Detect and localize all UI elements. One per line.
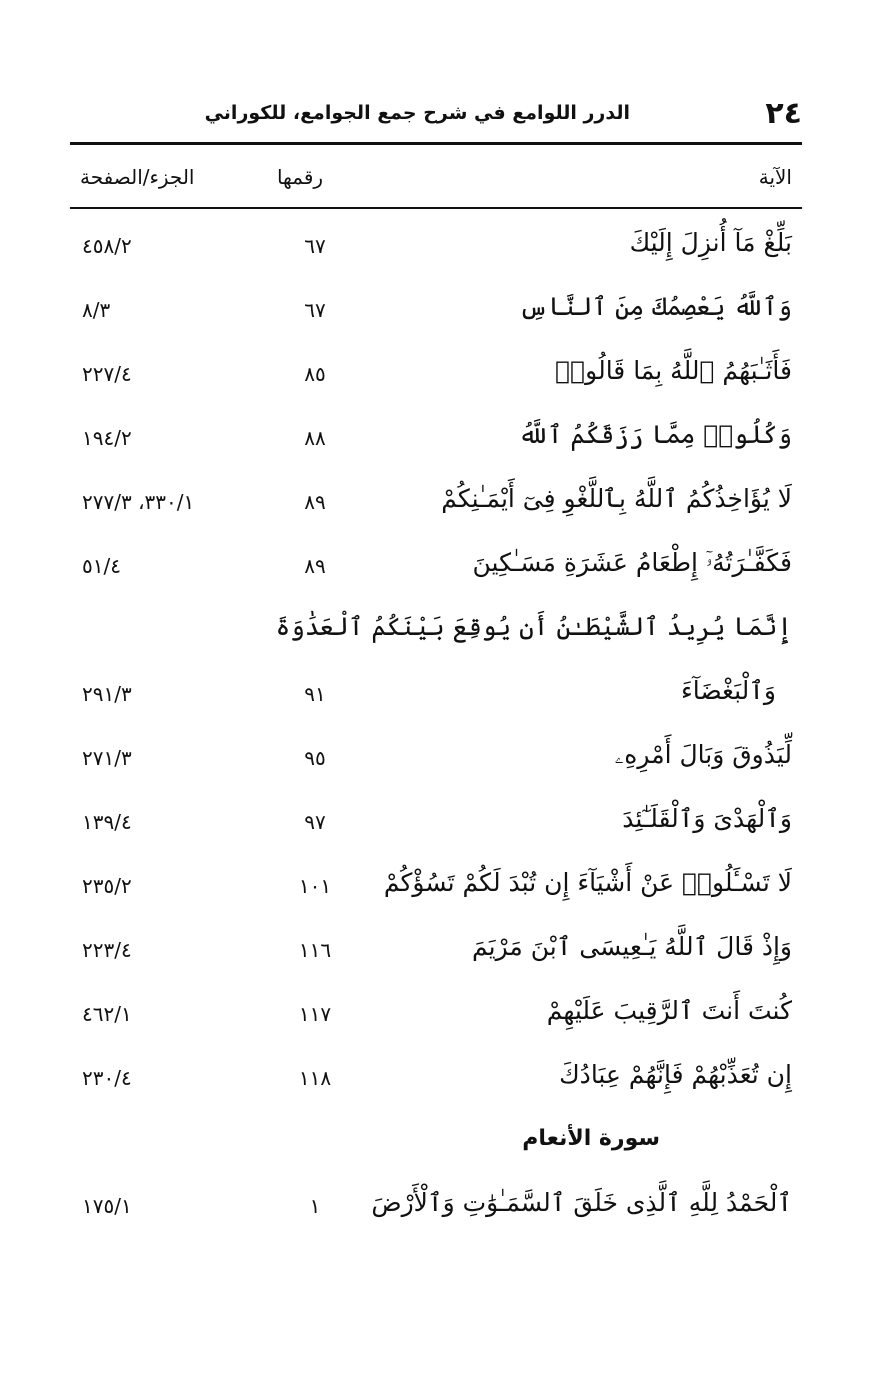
column-header-number: رقمها	[276, 165, 324, 189]
header-rule	[70, 207, 802, 209]
table-row	[70, 994, 802, 1042]
table-row	[70, 674, 802, 722]
table-row	[70, 866, 802, 914]
ayah-number: ٩٧	[304, 810, 326, 834]
table-row	[70, 482, 802, 530]
ayah-number: ٨٥	[304, 362, 326, 386]
ayah-text: لِّيَذُوقَ وَبَالَ أَمْرِهِۦ	[614, 740, 792, 769]
page-reference: ٢٩١/٣	[82, 682, 132, 706]
page-reference: ٢٢٧/٤	[82, 362, 132, 386]
page-reference: ٢٣٥/٢	[82, 874, 132, 898]
ayah-text: لَا تَسْـَٔلُوا۟ عَنْ أَشْيَآءَ إِن تُبْدَ لَكُمْ تَسُؤْكُمْ	[383, 868, 792, 897]
ayah-number: ١١٧	[298, 1002, 332, 1026]
table-row	[70, 418, 802, 466]
ayah-number: ٨٨	[304, 426, 326, 450]
ayah-text: فَكَفَّـٰرَتُهُۥٓ إِطْعَامُ عَشَرَةِ مَسَـٰكِينَ	[472, 548, 792, 577]
column-header-location: الجزء/الصفحة	[80, 165, 195, 189]
ayah-text: لَا يُؤَاخِذُكُمُ ٱللَّهُ بِٱللَّغْوِ فِىٓ أَيْمَـٰنِكُمْ	[441, 484, 792, 513]
top-rule	[70, 142, 802, 145]
page-reference: ٤٥٨/٢	[82, 234, 132, 258]
table-row	[70, 546, 802, 594]
ayah-text: إِن تُعَذِّبْهُمْ فَإِنَّهُمْ عِبَادُكَ	[559, 1060, 792, 1089]
table-row	[70, 226, 802, 274]
page-reference: ٨/٣	[82, 298, 111, 322]
page-reference: ٢٣٠/٤	[82, 1066, 132, 1090]
ayah-text: بَلِّغْ مَآ أُنزِلَ إِلَيْكَ	[629, 228, 792, 257]
ayah-number: ٨٩	[304, 490, 326, 514]
ayah-number: ١	[309, 1194, 321, 1218]
ayah-text: كُنتَ أَنتَ ٱلرَّقِيبَ عَلَيْهِمْ	[546, 996, 792, 1025]
ayah-text: وَإِذْ قَالَ ٱللَّهُ يَـٰعِيسَى ٱبْنَ مَرْيَمَ	[471, 932, 792, 961]
ayah-text: وَٱلْهَدْىَ وَٱلْقَلَـٰٓئِدَ	[622, 804, 792, 833]
ayah-text: فَأَثَـٰبَهُمُ ٱللَّهُ بِمَا قَالُوا۟	[555, 356, 792, 385]
table-row	[70, 802, 802, 850]
table-row	[70, 930, 802, 978]
ayah-number: ١١٨	[298, 1066, 332, 1090]
ayah-text: وَكُلُوا۟ مِمَّا رَزَقَكُمُ ٱللَّهُ	[518, 420, 792, 449]
page-reference: ٢٧١/٣	[82, 746, 132, 770]
page-reference: ٣٣٠/١، ٢٧٧/٣	[82, 490, 195, 514]
table-row	[70, 354, 802, 402]
ayah-number: ٦٧	[304, 234, 326, 258]
table-row	[70, 610, 802, 658]
page-reference: ١٩٤/٢	[82, 426, 132, 450]
ayah-number: ٩١	[304, 682, 326, 706]
ayah-text: وَٱللَّهُ يَعْصِمُكَ مِنَ ٱلنَّاسِ	[519, 292, 792, 321]
table-row	[70, 290, 802, 338]
running-title: الدرر اللوامع في شرح جمع الجوامع، للكوراني	[204, 102, 630, 124]
ayah-number: ٨٩	[304, 554, 326, 578]
ayah-number: ١١٦	[298, 938, 332, 962]
ayah-text: ٱلْحَمْدُ لِلَّهِ ٱلَّذِى خَلَقَ ٱلسَّمَـٰوَٰتِ وَٱلْأَرْضَ	[371, 1188, 792, 1217]
ayah-number: ٩٥	[304, 746, 326, 770]
page-reference: ٤٦٢/١	[82, 1002, 132, 1026]
page-reference: ٢٢٣/٤	[82, 938, 132, 962]
ayah-number: ٦٧	[304, 298, 326, 322]
page-number: ٢٤	[765, 96, 802, 131]
ayah-number: ١٠١	[298, 874, 332, 898]
section-title: سورة الأنعام	[522, 1126, 660, 1151]
ayah-text: إِنَّمَا يُرِيدُ ٱلشَّيْطَـٰنُ أَن يُوقِعَ بَيْنَكُمُ ٱلْعَدَٰوَةَ	[275, 612, 792, 641]
table-row	[70, 1186, 802, 1234]
column-header-ayah: الآية	[758, 165, 792, 189]
table-row	[70, 1058, 802, 1106]
page-reference: ١٣٩/٤	[82, 810, 132, 834]
page-reference: ٥١/٤	[82, 554, 121, 578]
ayah-text: وَٱلْبَغْضَآءَ	[681, 676, 776, 705]
table-row	[70, 738, 802, 786]
page-reference: ١٧٥/١	[82, 1194, 132, 1218]
